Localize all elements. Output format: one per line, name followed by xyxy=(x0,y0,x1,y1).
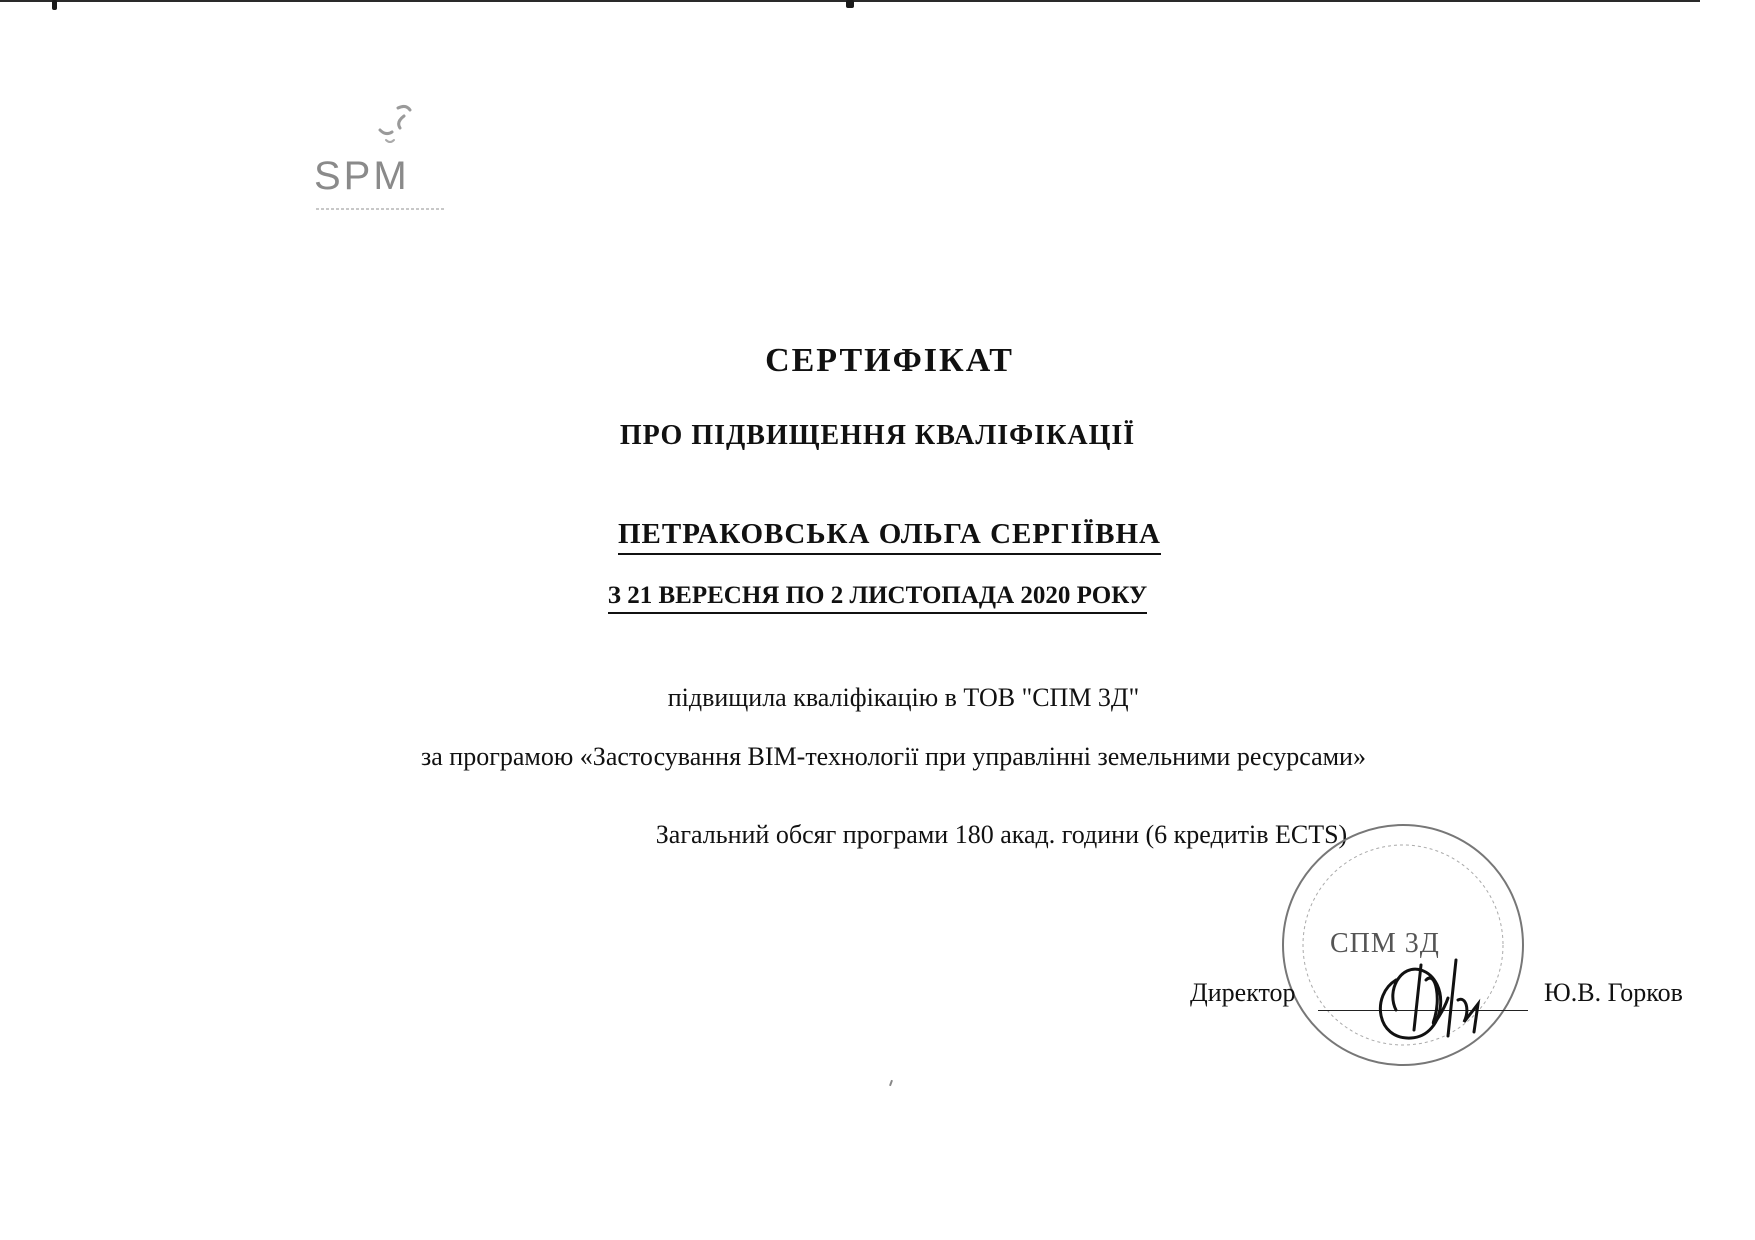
qualification-statement: підвищила кваліфікацію в ТОВ "СПМ 3Д" xyxy=(667,683,1140,712)
stamp-text: СПМ 3Д xyxy=(1330,928,1440,959)
company-logo xyxy=(310,100,450,220)
certificate-title: СЕРТИФІКАТ xyxy=(765,342,1014,379)
signatory-role: Директор xyxy=(1190,978,1296,1007)
logo-tagline-rule xyxy=(316,208,446,210)
handwritten-signature-icon xyxy=(1366,940,1506,1050)
training-period-row xyxy=(0,582,1755,614)
scan-artifact-mark xyxy=(846,0,854,8)
program-statement: за програмою «Застосування ВІМ-технології при управлінні земельними ресурсами» xyxy=(421,742,1366,771)
program-volume-statement: Загальний обсяг програми 180 акад. години (6 кредитів ECTS) xyxy=(655,820,1348,849)
scan-speck xyxy=(889,1080,893,1086)
scan-artifact-mark xyxy=(52,0,57,10)
recipient-name-row xyxy=(0,518,1755,555)
recipient-name: ПЕТРАКОВСЬКА ОЛЬГА СЕРГІЇВНА xyxy=(618,518,1161,555)
logo-brand-text: SPM xyxy=(314,154,410,198)
spm-swoosh-logo-icon xyxy=(360,100,420,150)
signatory-name: Ю.В. Горков xyxy=(1544,978,1683,1007)
certificate-subtitle: ПРО ПІДВИЩЕННЯ КВАЛІФІКАЦІЇ xyxy=(619,420,1136,451)
training-period: З 21 ВЕРЕСНЯ ПО 2 ЛИСТОПАДА 2020 РОКУ xyxy=(608,582,1147,614)
